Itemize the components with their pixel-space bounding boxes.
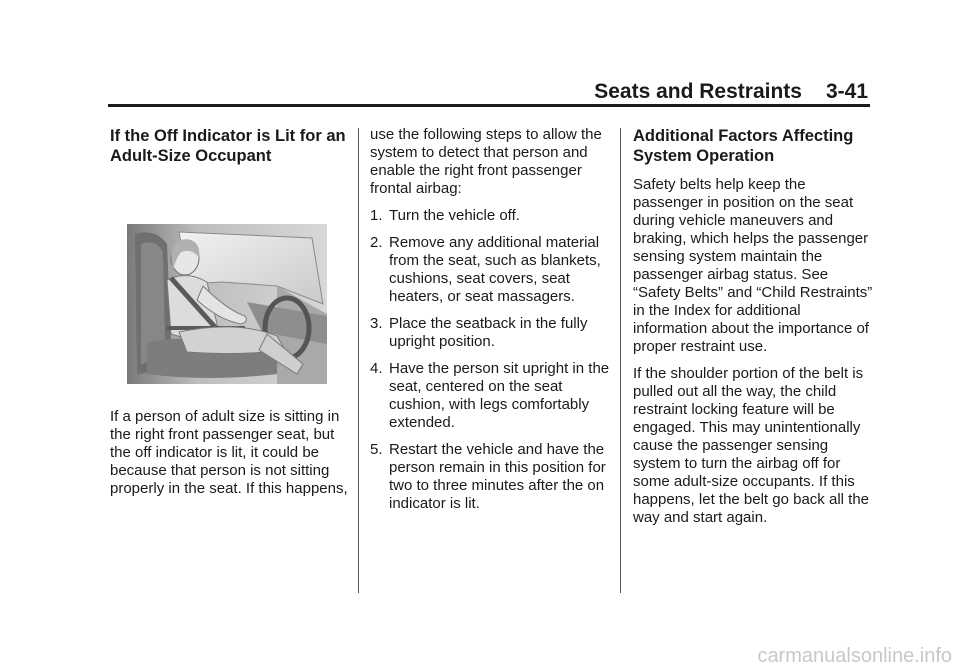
occupant-illustration [127,224,327,384]
step-text: Remove any additional material from the seat, such as blankets, cushions, seat covers, seat heaters, or seat massagers. [389,234,601,305]
step-number: 5. [370,441,383,458]
step-text: Have the person sit upright in the seat, centered on the seat cushion, with legs comfortably extended. [389,360,610,431]
header-rule [108,104,870,107]
list-item [370,360,610,432]
list-item [370,207,610,225]
column-2 [370,126,610,522]
page-number: 3-41 [825,80,868,103]
step-number: 1. [370,207,383,224]
body-paragraph: If a person of adult size is sitting in the right front passenger seat, but the off indicator is lit, it could be because that person is not sitting properly in the seat. If this happens, [110,408,348,497]
section-heading: Additional Factors Affecting System Operation [633,127,854,165]
column-1 [110,126,355,507]
step-text: Turn the vehicle off. [389,207,520,224]
step-number: 3. [370,315,383,332]
section-heading: If the Off Indicator is Lit for an Adult-Size Occupant [110,127,346,165]
body-paragraph: If the shoulder portion of the belt is pulled out all the way, the child restraint locking feature will be engaged. This may unintentionally cause the passenger sensing system to turn the airbag off for some adult-size occupants. If this happens, let the belt go back all the way and start again. [633,365,870,526]
list-item [370,441,610,513]
body-paragraph: Safety belts help keep the passenger in position on the seat during vehicle maneuvers and braking, which helps the passenger sensing system maintain the passenger airbag status. See “Safety Belts” and “Child Restraints” in the Index for additional information about the importance of proper restraint use. [633,176,873,355]
step-text: Restart the vehicle and have the person remain in this position for two to three minutes after the on indicator is lit. [389,441,606,512]
list-item [370,234,610,306]
page-header [108,80,868,106]
watermark-text: carmanualsonline.info [757,645,952,667]
column-divider [620,128,621,593]
header-text [594,80,868,104]
column-divider [358,128,359,593]
column-3 [633,126,873,536]
list-item [370,315,610,351]
section-title: Seats and Restraints [594,80,802,103]
body-paragraph: use the following steps to allow the system to detect that person and enable the right front passenger frontal airbag: [370,126,602,197]
steps-list [370,207,610,513]
step-number: 4. [370,360,383,377]
step-text: Place the seatback in the fully upright position. [389,315,588,350]
step-number: 2. [370,234,383,251]
